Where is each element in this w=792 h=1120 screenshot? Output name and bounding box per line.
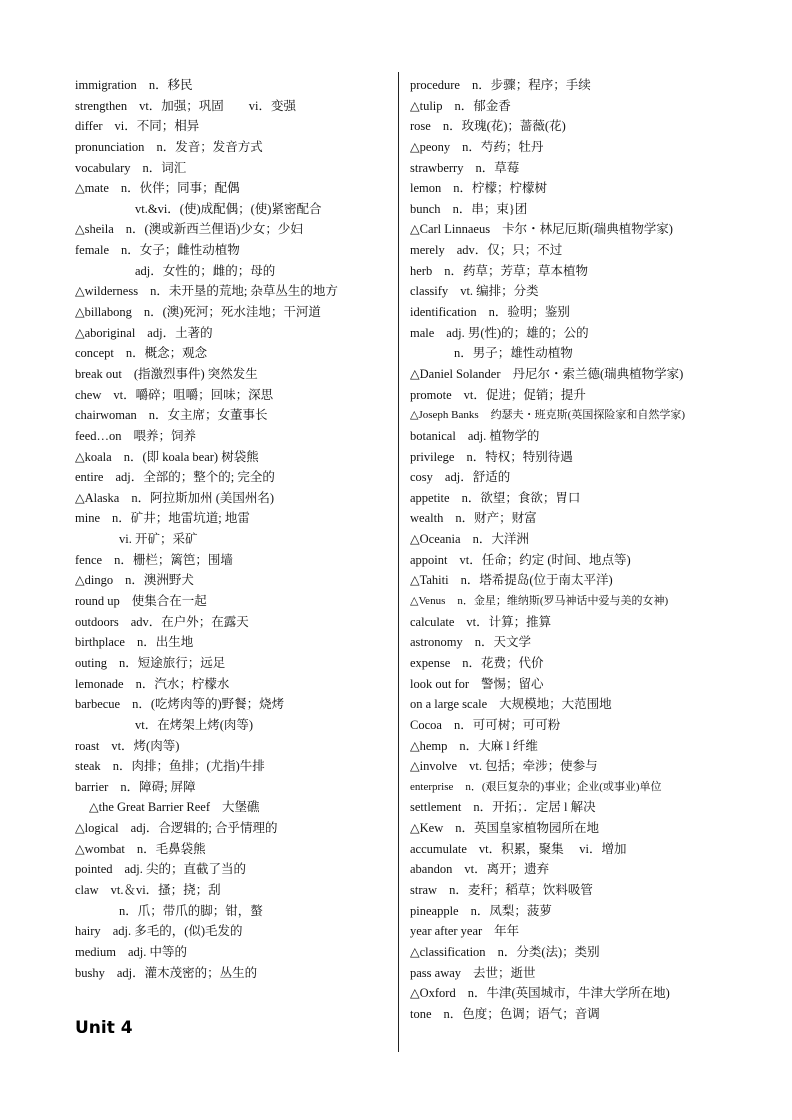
vocab-word: entire	[75, 470, 104, 485]
vocab-word: pronunciation	[75, 139, 145, 154]
vocab-entry	[410, 96, 740, 117]
vocab-entry	[75, 137, 393, 158]
vocab-entry	[410, 385, 740, 406]
vocab-definition: n．色度；色调；语气；音调	[443, 1006, 600, 1021]
vocab-definition: vt．嚼碎；咀嚼；回味；深思	[113, 387, 274, 402]
vocab-word: birthplace	[75, 635, 125, 650]
vocab-definition: n．药草；芳草；草本植物	[444, 263, 588, 278]
vocab-word: chairwoman	[75, 408, 137, 423]
vocab-entry	[410, 632, 740, 653]
vocab-definition: vt．在烤架上烤(肉等)	[135, 717, 254, 732]
vocab-entry	[410, 488, 740, 509]
vocab-word: lemon	[410, 181, 442, 196]
vocab-word: bushy	[75, 965, 105, 980]
vocab-definition: 丹尼尔・索兰德(瑞典植物学家)	[512, 366, 684, 381]
vocab-word: pineapple	[410, 903, 459, 918]
vocab-word: male	[410, 325, 435, 340]
vocab-word: barrier	[75, 779, 109, 794]
vocab-definition: n．矿井；地雷坑道; 地雷	[112, 511, 250, 526]
column-divider	[398, 72, 399, 1052]
vocab-entry	[410, 797, 740, 818]
vocab-word: merely	[410, 243, 445, 258]
vocab-definition: vi. 开矿；采矿	[119, 532, 198, 547]
vocab-entry	[410, 1004, 740, 1025]
vocab-word: wealth	[410, 511, 444, 526]
vocab-definition: vt. 编排；分类	[460, 284, 539, 299]
vocab-word: △Oxford	[410, 986, 456, 1001]
vocab-entry	[75, 694, 393, 715]
vocab-word: strawberry	[410, 160, 464, 175]
vocab-entry	[410, 467, 740, 488]
vocab-definition: 年年	[494, 924, 520, 939]
vocab-entry	[410, 715, 740, 736]
vocab-definition: n．验明；鉴别	[488, 305, 570, 320]
vocab-word: feed…on	[75, 428, 122, 443]
vocab-word: pointed	[75, 862, 113, 877]
vocab-word: △Venus	[410, 595, 446, 608]
vocab-word: year after year	[410, 924, 483, 939]
vocab-word: Cocoa	[410, 717, 442, 732]
vocab-definition: n．未开垦的荒地; 杂草丛生的地方	[150, 284, 338, 299]
vocab-word: rose	[410, 119, 431, 134]
vocab-definition: adj. 尖的；直截了当的	[124, 862, 247, 877]
vocab-word: outdoors	[75, 614, 119, 629]
vocab-word: abandon	[410, 862, 453, 877]
vocab-entry	[75, 75, 393, 96]
vocab-definition: adj．土著的	[147, 325, 213, 340]
vocab-entry	[75, 261, 393, 282]
vocab-word: fence	[75, 552, 103, 567]
vocab-definition: adj．舒适的	[444, 470, 511, 485]
vocab-definition: n．花费；代价	[462, 655, 544, 670]
vocab-definition: n．障碍; 屏障	[120, 779, 196, 794]
vocab-entry	[410, 323, 740, 344]
vocab-definition: n．概念；观念	[125, 346, 208, 361]
vocab-definition: n．草莓	[475, 160, 520, 175]
vocab-word: roast	[75, 738, 100, 753]
vocab-entry	[75, 653, 393, 674]
vocab-word: procedure	[410, 78, 460, 92]
vocab-definition: n．女子；雌性动植物	[121, 243, 240, 258]
vocab-definition: n．玫瑰(花)；蔷薇(花)	[442, 119, 566, 134]
vocab-entry	[410, 550, 740, 571]
vocab-entry	[75, 570, 393, 591]
vocab-definition: adv．在户外；在露天	[130, 614, 249, 629]
vocab-word: vocabulary	[75, 160, 131, 175]
vocab-entry	[75, 859, 393, 880]
vocab-definition: n．开拓；．定居 l 解决	[473, 800, 596, 815]
vocab-word: concept	[75, 346, 114, 361]
vocab-entry	[410, 426, 740, 447]
vocab-word: △billabong	[75, 305, 132, 320]
vocab-word: calculate	[410, 614, 455, 629]
vocab-entry	[75, 364, 393, 385]
vocab-entry	[75, 385, 393, 406]
vocab-definition: n．男子；雄性动植物	[454, 346, 573, 361]
vocab-entry	[75, 756, 393, 777]
vocab-definition: vt．加强；巩固 vi．变强	[139, 98, 297, 113]
vocab-word: barbecue	[75, 697, 121, 712]
vocab-word: △koala	[75, 449, 112, 464]
vocab-entry	[410, 447, 740, 468]
vocab-entry	[410, 405, 740, 426]
vocab-definition: n．(澳或新西兰俚语)少女；少妇	[125, 222, 303, 237]
vocab-definition: vi．不同；相异	[114, 119, 200, 134]
vocab-word: appoint	[410, 552, 448, 567]
vocab-word: on a large scale	[410, 697, 488, 712]
vocab-definition: adj．全部的；整个的; 完全的	[115, 470, 275, 485]
vocab-definition: vt．烤(肉等)	[111, 738, 180, 753]
vocab-definition: n．麦秆；稻草；饮料吸管	[449, 882, 593, 897]
vocab-definition: 卡尔・林尼厄斯(瑞典植物学家)	[502, 222, 673, 237]
vocab-entry	[75, 839, 393, 860]
vocab-entry	[410, 756, 740, 777]
vocab-definition: n．芍药；牡丹	[462, 139, 544, 154]
vocab-definition: n．汽水；柠檬水	[135, 676, 230, 691]
vocab-entry	[410, 116, 740, 137]
vocab-entry	[75, 963, 393, 984]
vocab-definition: n．伙伴；同事；配偶	[120, 181, 240, 196]
vocab-entry	[410, 178, 740, 199]
vocab-definition: vt．促进；促销；提升	[463, 387, 586, 402]
vocab-entry	[410, 653, 740, 674]
vocab-definition: n．阿拉斯加州 (美国州名)	[131, 490, 275, 505]
vocab-entry	[410, 508, 740, 529]
vocab-entry	[410, 137, 740, 158]
vocab-entry	[75, 158, 393, 179]
unit-heading: Unit 4	[75, 1018, 133, 1038]
vocab-entry	[410, 880, 740, 901]
vocab-word: appetite	[410, 490, 450, 505]
vocab-definition: n．大麻 l 纤维	[459, 738, 538, 753]
vocab-entry	[410, 302, 740, 323]
vocab-entry	[410, 343, 740, 364]
vocab-definition: n．栅栏；篱笆；围墙	[114, 552, 233, 567]
vocab-word: straw	[410, 882, 438, 897]
vocab-entry	[75, 797, 393, 818]
vocab-definition: n．(艰巨复杂的)事业；企业(或事业)单位	[465, 780, 662, 793]
vocab-word: hairy	[75, 924, 101, 939]
vocab-entry	[410, 674, 740, 695]
vocab-entry	[75, 777, 393, 798]
vocab-word: astronomy	[410, 635, 463, 650]
vocab-entry	[75, 818, 393, 839]
left-vocab-column	[75, 75, 393, 983]
vocab-word: steak	[75, 759, 101, 774]
vocab-definition: 大规模地；大范围地	[499, 697, 612, 712]
vocab-entry	[75, 96, 393, 117]
vocab-word: look out for	[410, 676, 470, 691]
vocab-definition: adj．合逻辑的; 合乎情理的	[130, 821, 278, 836]
vocab-definition: n．出生地	[136, 635, 194, 650]
vocab-word: enterprise	[410, 780, 454, 793]
vocab-definition: n．词汇	[142, 160, 187, 175]
vocab-entry	[75, 219, 393, 240]
vocab-definition: n．澳洲野犬	[125, 573, 194, 588]
vocab-entry	[410, 158, 740, 179]
vocab-word: identification	[410, 305, 477, 320]
vocab-entry	[410, 839, 740, 860]
vocab-word: immigration	[75, 78, 137, 92]
vocab-entry	[75, 529, 393, 550]
vocab-definition: n．可可树；可可粉	[453, 717, 561, 732]
vocab-word: classify	[410, 284, 449, 299]
vocab-word: accumulate	[410, 841, 467, 856]
vocab-entry	[75, 447, 393, 468]
vocab-entry	[75, 632, 393, 653]
vocab-definition: n．发音；发音方式	[156, 139, 263, 154]
vocab-definition: vt. 包括；牵涉；使参与	[469, 759, 598, 774]
vocab-definition: n．塔希提岛(位于南太平洋)	[460, 573, 613, 588]
vocab-entry	[75, 426, 393, 447]
vocab-entry	[75, 323, 393, 344]
vocab-word: △wombat	[75, 841, 125, 856]
vocab-word: △wilderness	[75, 284, 139, 299]
vocab-word: △Alaska	[75, 490, 120, 505]
vocab-entry	[410, 281, 740, 302]
vocab-entry	[410, 261, 740, 282]
vocab-definition: n．(吃烤肉等的)野餐；烧烤	[132, 697, 285, 712]
vocab-word: △Kew	[410, 821, 444, 836]
vocab-word: △Daniel Solander	[410, 366, 501, 381]
vocab-word: △Carl Linnaeus	[410, 222, 491, 237]
vocab-definition: n．肉排；鱼排；(尤指)牛排	[112, 759, 265, 774]
vocab-definition: n．移民	[148, 78, 193, 92]
vocab-definition: vt.＆vi．搔；挠；刮	[110, 882, 221, 897]
vocab-definition: n．串；束}团	[452, 201, 528, 216]
vocab-word: △sheila	[75, 222, 114, 237]
vocab-definition: n．特权；特别待遇	[466, 449, 573, 464]
vocab-definition: adj. 男(性)的；雄的；公的	[446, 325, 589, 340]
vocab-word: △involve	[410, 759, 458, 774]
vocab-definition: n．天文学	[474, 635, 532, 650]
vocab-definition: n．爪；带爪的脚；钳，螯	[119, 903, 263, 918]
vocab-entry	[75, 921, 393, 942]
vocab-definition: n．(澳)死河；死水洼地；干河道	[143, 305, 321, 320]
vocab-definition: 去世；逝世	[473, 965, 536, 980]
vocab-entry	[410, 612, 740, 633]
vocab-definition: vt．积累，聚集 vi．增加	[478, 841, 627, 856]
vocab-definition: 警惕；留心	[481, 676, 544, 691]
vocab-entry	[410, 75, 740, 96]
vocab-definition: 喂养；饲养	[133, 428, 197, 443]
vocab-definition: adj. 中等的	[127, 944, 187, 959]
vocab-entry	[75, 116, 393, 137]
vocab-entry	[410, 921, 740, 942]
vocab-word: medium	[75, 944, 116, 959]
vocab-word: herb	[410, 263, 433, 278]
vocab-word: settlement	[410, 800, 462, 815]
vocab-entry	[410, 529, 740, 550]
vocab-definition: n．牛津(英国城市，牛津大学所在地)	[467, 986, 670, 1001]
vocab-definition: adv．仅；只；不过	[456, 243, 563, 258]
vocab-entry	[410, 199, 740, 220]
vocab-entry	[75, 591, 393, 612]
vocab-word: △logical	[75, 821, 119, 836]
vocab-word: △Joseph Banks	[410, 409, 479, 422]
vocab-entry	[410, 963, 740, 984]
vocab-word: tone	[410, 1006, 432, 1021]
vocab-word: strengthen	[75, 98, 128, 113]
vocab-definition: n．毛鼻袋熊	[136, 841, 206, 856]
vocab-definition: 使集合在一起	[131, 594, 207, 609]
vocab-definition: n．凤梨；菠萝	[470, 903, 552, 918]
vocab-word: promote	[410, 387, 452, 402]
vocab-entry	[75, 467, 393, 488]
vocab-entry	[75, 240, 393, 261]
vocab-word: female	[75, 243, 110, 258]
vocab-entry	[410, 219, 740, 240]
vocab-entry	[410, 818, 740, 839]
vocab-word: differ	[75, 119, 103, 134]
vocab-entry	[410, 777, 740, 798]
vocab-word: pass away	[410, 965, 462, 980]
vocab-word: expense	[410, 655, 451, 670]
vocab-word: △tulip	[410, 98, 443, 113]
vocab-entry	[75, 736, 393, 757]
vocab-definition: vt．任命；约定 (时间、地点等)	[459, 552, 631, 567]
vocab-word: chew	[75, 387, 102, 402]
vocab-entry	[75, 715, 393, 736]
vocab-definition: n．步骤；程序；手续	[471, 78, 591, 92]
vocab-entry	[75, 405, 393, 426]
vocab-definition: n．郁金香	[454, 98, 511, 113]
vocab-word: break out	[75, 366, 122, 381]
vocab-definition: n．大洋洲	[472, 532, 529, 547]
vocab-word: outing	[75, 655, 107, 670]
vocab-definition: adj. 植物学的	[467, 428, 540, 443]
vocab-definition: n．(即 koala bear) 树袋熊	[123, 449, 259, 464]
vocab-definition: vt．离开；遗弃	[464, 862, 550, 877]
vocab-word: claw	[75, 882, 99, 897]
vocab-definition: adj. 多毛的，(似)毛发的	[112, 924, 243, 939]
vocab-word: △hemp	[410, 738, 448, 753]
vocab-entry	[410, 364, 740, 385]
vocab-entry	[410, 859, 740, 880]
vocab-word: △dingo	[75, 573, 114, 588]
vocab-word: botanical	[410, 428, 456, 443]
vocab-word: △the Great Barrier Reef	[89, 800, 211, 815]
vocab-word: round up	[75, 594, 120, 609]
vocab-word: △mate	[75, 181, 109, 196]
vocab-definition: 约瑟夫・班克斯(英国探险家和自然学家)	[490, 409, 685, 422]
vocab-definition: n．财产；财富	[455, 511, 537, 526]
vocab-definition: n．短途旅行；远足	[118, 655, 226, 670]
vocab-definition: vt．计算；推算	[466, 614, 552, 629]
vocab-definition: n．女主席；女董事长	[148, 408, 268, 423]
vocab-word: cosy	[410, 470, 433, 485]
vocab-entry	[75, 508, 393, 529]
vocab-definition: adj．女性的；雌的；母的	[135, 263, 276, 278]
vocab-word: △aboriginal	[75, 325, 136, 340]
vocab-entry	[75, 281, 393, 302]
vocab-entry	[410, 591, 740, 612]
vocab-definition: n．金星；维纳斯(罗马神话中爱与美的女神)	[457, 595, 669, 608]
vocab-definition: n．柠檬；柠檬树	[453, 181, 548, 196]
vocab-entry	[410, 901, 740, 922]
vocab-entry	[75, 302, 393, 323]
vocab-entry	[410, 736, 740, 757]
vocab-entry	[75, 674, 393, 695]
vocab-entry	[75, 880, 393, 901]
vocab-word: lemonade	[75, 676, 124, 691]
vocab-entry	[75, 178, 393, 199]
vocab-word: privilege	[410, 449, 455, 464]
vocab-word: △Tahiti	[410, 573, 449, 588]
vocab-definition: 大堡礁	[222, 800, 260, 815]
vocab-definition: n．英国皇家植物园所在地	[455, 821, 599, 836]
vocab-entry	[410, 983, 740, 1004]
vocab-word: △classification	[410, 944, 486, 959]
vocab-entry	[75, 488, 393, 509]
right-vocab-column	[410, 75, 740, 1024]
vocab-entry	[75, 612, 393, 633]
vocab-definition: (指激烈事件) 突然发生	[133, 366, 258, 381]
vocab-word: mine	[75, 511, 100, 526]
vocab-definition: adj．灌木茂密的；丛生的	[116, 965, 258, 980]
vocab-entry	[75, 343, 393, 364]
vocab-entry	[75, 942, 393, 963]
vocab-entry	[410, 240, 740, 261]
vocab-entry	[75, 199, 393, 220]
vocab-word: △peony	[410, 139, 451, 154]
vocab-entry	[410, 694, 740, 715]
vocab-entry	[410, 570, 740, 591]
vocab-entry	[75, 550, 393, 571]
vocab-definition: n．分类(法)；类别	[497, 944, 600, 959]
vocab-definition: vt.&vi．(使)成配偶；(使)紧密配合	[135, 201, 322, 216]
vocab-entry	[75, 901, 393, 922]
vocab-entry	[410, 942, 740, 963]
vocab-word: bunch	[410, 201, 441, 216]
vocab-word: △Oceania	[410, 532, 461, 547]
vocab-definition: n．欲望；食欲；胃口	[461, 490, 581, 505]
